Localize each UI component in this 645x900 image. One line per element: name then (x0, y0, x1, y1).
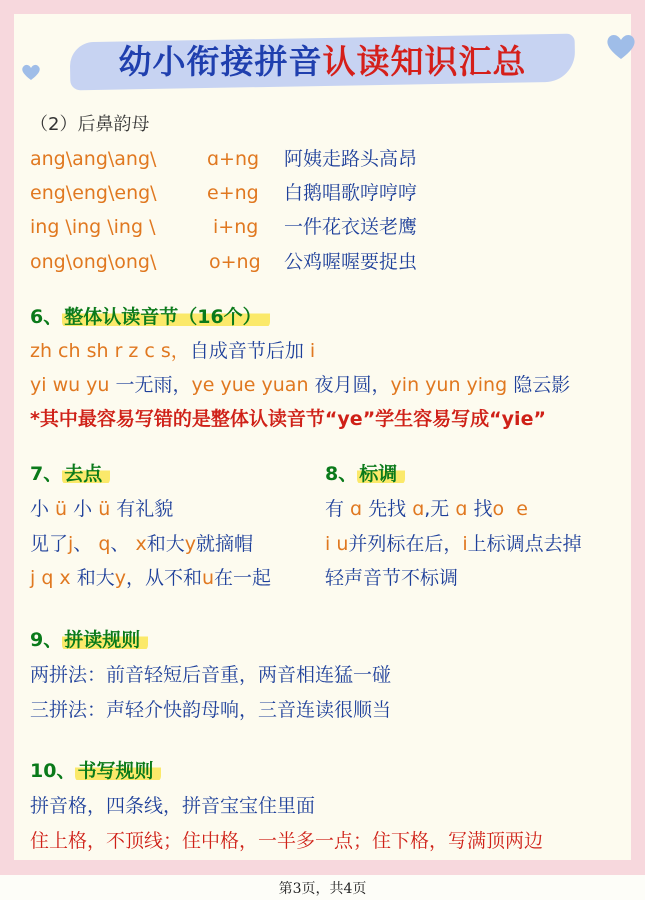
letter: j (68, 533, 74, 555)
hanzi-text: 一无雨， (109, 374, 192, 396)
letter: i u (325, 533, 349, 555)
section-title: 整体认读音节（16个） (62, 306, 269, 328)
rule-line (30, 531, 253, 557)
syllable-letter: i (309, 340, 316, 362)
text (504, 498, 516, 520)
text: 先找 (362, 498, 413, 520)
text: ,无 (424, 498, 456, 520)
heart-icon (604, 30, 638, 62)
letter: ɑ (455, 498, 468, 520)
section-number: 10、 (30, 760, 76, 782)
text: 和大 (146, 533, 185, 555)
text: 上标调点去掉 (467, 533, 582, 555)
letter: e (516, 498, 528, 520)
rule-line: 轻声音节不标调 (325, 567, 459, 589)
rhyme-text: 公鸡喔喔要捉虫 (284, 251, 418, 273)
rule-line (325, 531, 582, 557)
letter: o (492, 498, 505, 520)
rule-line (30, 565, 271, 591)
rhyme-text: 白鹅唱歌哼哼哼 (284, 182, 418, 204)
section-title: 标调 (357, 463, 405, 485)
section-title: 拼读规则 (62, 629, 148, 651)
syllable-rule: 自成音节后加 (189, 340, 304, 362)
section-number: 6、 (30, 306, 63, 328)
whole-syllable-line (30, 338, 315, 364)
rule-line (30, 496, 173, 522)
text: 小 (30, 498, 56, 520)
letter: ü (55, 498, 68, 520)
letter: x (135, 533, 147, 555)
title-part-blue: 幼小衔接拼音 (118, 42, 323, 81)
text: 、 (73, 533, 99, 555)
spelling-formula: i+ng (213, 216, 259, 238)
letter: y (184, 533, 196, 555)
letter: j q x (30, 567, 71, 589)
spelling-formula: ɑ+ng (207, 148, 260, 170)
text: 就摘帽 (195, 533, 253, 555)
tone-sequence: eng\eng\eng\ (30, 182, 157, 204)
section-subheading: （2）后鼻韵母 (30, 114, 150, 135)
letter: i (462, 533, 468, 555)
rhyme-text: 阿姨走路头高昂 (284, 148, 418, 170)
section-6-heading (30, 304, 270, 330)
section-title: 去点 (62, 463, 110, 485)
rule-line: 拼音格，四条线，拼音宝宝住里面 (30, 795, 316, 817)
section-9-heading (30, 627, 148, 653)
title-part-red: 认读知识汇总 (322, 42, 527, 81)
text: 见了 (30, 533, 69, 555)
letter: y (114, 567, 126, 589)
page-card (14, 14, 631, 860)
pinyin-text: ye yue yuan (191, 374, 309, 396)
letter: ɑ (350, 498, 363, 520)
text: 有 (325, 498, 351, 520)
section-title: 书写规则 (75, 760, 161, 782)
page-number: 第3页，共4页 (278, 881, 367, 897)
text: 小 (67, 498, 99, 520)
spelling-formula: e+ng (207, 182, 259, 204)
whole-syllable-line (30, 372, 570, 398)
letter: ɑ (412, 498, 425, 520)
tone-sequence: ing \ing \ing \ (30, 216, 156, 238)
spelling-formula: o+ng (209, 251, 261, 273)
text: 有礼貌 (110, 498, 174, 520)
rule-line: 三拼法：声轻介快韵母响，三音连读很顺当 (30, 699, 392, 721)
warning-note: *其中最容易写错的是整体认读音节“ye”学生容易写成“yie” (30, 408, 546, 430)
letter: q (98, 533, 111, 555)
section-number: 7、 (30, 463, 63, 485)
rule-line: 两拼法：前音轻短后音重，两音相连猛一碰 (30, 664, 392, 686)
section-10-heading (30, 758, 161, 784)
text: 并列标在后， (348, 533, 463, 555)
section-8-heading (325, 461, 405, 487)
text: 、 (110, 533, 136, 555)
hanzi-text: 隐云影 (507, 374, 571, 396)
hanzi-text: 夜月圆， (308, 374, 391, 396)
rule-line (325, 496, 528, 522)
letter: ü (98, 498, 111, 520)
pinyin-text: yin yun ying (390, 374, 508, 396)
heart-icon (20, 62, 42, 82)
rhyme-text: 一件花衣送老鹰 (284, 216, 418, 238)
pinyin-text: yi wu yu (30, 374, 110, 396)
section-number: 8、 (325, 463, 358, 485)
text: 找 (467, 498, 493, 520)
text: 和大 (70, 567, 115, 589)
text: ，从不和 (125, 567, 202, 589)
tone-sequence: ang\ang\ang\ (30, 148, 157, 170)
rule-line: 住上格，不顶线；住中格，一半多一点；住下格，写满顶两边 (30, 830, 544, 852)
section-number: 9、 (30, 629, 63, 651)
syllable-letters: zh ch sh r z c s， (30, 340, 190, 362)
text: 在一起 (214, 567, 272, 589)
section-7-heading (30, 461, 110, 487)
page-title (70, 28, 575, 94)
letter: u (201, 567, 215, 589)
tone-sequence: ong\ong\ong\ (30, 251, 157, 273)
